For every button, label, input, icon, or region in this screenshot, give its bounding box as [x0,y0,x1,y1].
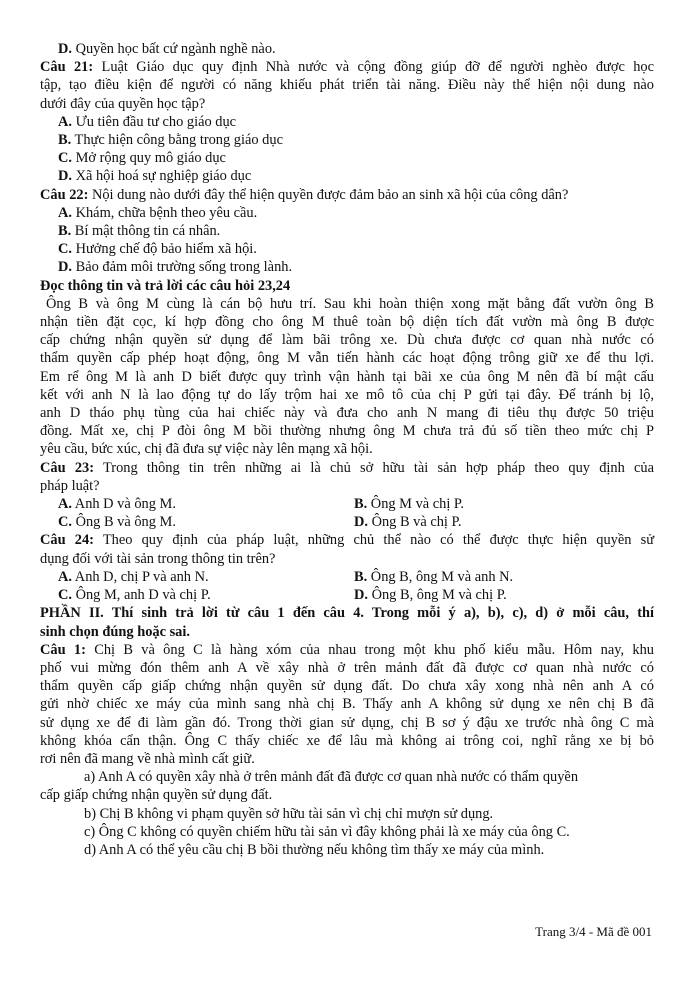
p2-q1-item-d: d) Anh A có thể yêu cầu chị B bồi thường nếu không tìm thấy xe máy của mình. [84,841,545,858]
q22-option-d: D. Bảo đảm môi trường sống trong lành. [58,259,293,276]
q24-options-row-1 [40,568,654,586]
p2-q1-line-1: Câu 1: Chị B và ông C là hàng xóm của nhau trong một khu phố kiểu mẫu. Hôm nay, khu [40,641,654,658]
exam-page [40,40,654,859]
q24-option-d: D. Ông B, ông M và chị P. [354,587,507,604]
q22-stem: Câu 22: Nội dung nào dưới đây thể hiện quyền được đảm bảo an sinh xã hội của công dân? [40,186,569,203]
q23-option-d: D. Ông B và chị P. [354,514,462,531]
q22-number: Câu 22: [40,186,89,203]
q23-option-a: A. Anh D và ông M. [58,496,176,513]
p2-q1-item-b: b) Chị B không vi phạm quyền sở hữu tài sản vì chị chỉ mượn sử dụng. [84,805,494,822]
q24-stem-line-1: Câu 24: Theo quy định của pháp luật, những chủ thể nào có thể được thực hiện quyền sử [40,532,655,549]
q23-number: Câu 23: [40,459,95,476]
reading-line-5: Em rể ông M là anh D biết được quy trình vận hành tại bãi xe của ông M nên đã bí mật cấu [40,368,654,385]
p2-q1-line-5: sử dụng xe để đi làm gần đó. Trong thời gian sử dụng, chị B sơ ý đậu xe trước nhà ông C mà [40,714,654,731]
q21-stem-line-3: dưới đây của quyền học tập? [40,95,206,112]
q22-option-c: C. Hưởng chế độ bảo hiểm xã hội. [58,241,257,258]
part2-heading-line-2: sinh chọn đúng hoặc sai. [40,623,190,640]
reading-line-3: cấp chứng nhận quyền sử dụng để làm bãi trông xe. Dù chưa được cơ quan nhà nước có [40,332,654,349]
q21-option-c: C. Mở rộng quy mô giáo dục [58,150,226,167]
q23-options-row-1 [40,495,654,513]
q20-option-d: D. Quyền học bất cứ ngành nghề nào. [58,41,276,57]
part2-heading-line-1: PHẦN II. Thí sinh trả lời từ câu 1 đến câu 4. Trong mỗi ý a), b), c), d) ở mỗi câu, thí [40,605,654,622]
p2-q1-item-a-line-2: cấp giấp chứng nhận quyền sử dụng đất. [40,787,273,804]
q24-options-row-2 [40,586,654,604]
q22-option-a: A. Khám, chữa bệnh theo yêu cầu. [58,204,258,221]
q24-option-b: B. Ông B, ông M và anh N. [354,568,514,585]
reading-line-1: Ông B và ông M cùng là cán bộ hưu trí. Sau khi hoàn thiện xong mặt bằng đất vườn ông B [46,295,654,312]
reading-line-7: anh D tháo phụ tùng của hai chiếc này và đưa cho anh N mang đi tiêu thụ được 50 triệu [40,405,654,422]
q23-option-c: C. Ông B và ông M. [58,514,176,531]
q22-option-b: B. Bí mật thông tin cá nhân. [58,223,221,240]
p2-q1-number: Câu 1: [40,641,86,658]
q23-options-row-2 [40,513,654,531]
q24-number: Câu 24: [40,532,94,549]
q24-stem-line-2: dụng đối với tài sản trong thông tin trên? [40,550,276,567]
q23-stem-line-1: Câu 23: Trong thông tin trên những ai là chủ sở hữu tài sản hợp pháp theo quy định của [40,459,654,476]
q24-option-c: C. Ông M, anh D và chị P. [58,587,211,604]
q21-option-d: D. Xã hội hoá sự nghiệp giáo dục [58,168,252,185]
p2-q1-item-a-line-1: a) Anh A có quyền xây nhà ở trên mảnh đất đã được cơ quan nhà nước có thẩm quyền [84,769,579,786]
reading-line-9: yêu cầu, bức xúc, chị đã đưa sự việc này lên mạng xã hội. [40,441,373,458]
q21-stem-line-2: tập, tạo điều kiện để người có năng khiếu phát triển tài năng. Điều này thể hiện nội dung nào [40,77,654,94]
reading-heading: Đọc thông tin và trả lời các câu hỏi 23,24 [40,277,291,294]
q23-stem-line-2: pháp luật? [40,477,100,494]
reading-line-8: đồng. Mất xe, chị P đòi ông M bồi thường nhưng ông M chưa trả đủ số tiền theo mức chị P [40,423,654,440]
p2-q1-line-4: gửi nhờ chiếc xe máy của mình sang nhà chị B. Thấy anh A không sử dụng xe nên chị B đã [40,696,654,713]
q21-option-a: A. Ưu tiên đầu tư cho giáo dục [58,113,237,130]
q21-number: Câu 21: [40,59,94,76]
q24-option-a: A. Anh D, chị P và anh N. [58,568,209,585]
q23-option-b: B. Ông M và chị P. [354,496,464,513]
reading-line-4: thẩm quyền cấp phép hoạt động, ông M vẫn tiến hành các hoạt động trông giữ xe để thu lợi. [40,350,654,367]
q21-stem-line-1: Câu 21: Luật Giáo dục quy định Nhà nước và cộng đồng giúp đỡ để người nghèo được học [40,59,655,76]
reading-line-6: kết với anh N là lao động tự do lấy trộm hai xe mô tô của chị P gửi tại đây. Để tránh bị lộ, [40,386,654,403]
p2-q1-line-2: phố vui mừng đón thêm anh A về xây nhà ở trên mảnh đất đã được cơ quan nhà nước có [40,659,654,676]
reading-line-2: nhận tiền đặt cọc, kí hợp đồng cho ông M thuê toàn bộ diện tích đất vườn mà ông B được [40,314,654,331]
page-footer: Trang 3/4 - Mã đề 001 [535,924,652,939]
p2-q1-item-c: c) Ông C không có quyền chiếm hữu tài sản vì đây không phải là xe máy của ông C. [84,823,570,840]
p2-q1-line-7: rơi nên đã mang về nhà mình cất giữ. [40,750,255,767]
p2-q1-line-3: thẩm quyền cấp giấp chứng nhận quyền sử dụng đất. Do chưa xây xong nhà nên anh A có [40,678,654,695]
p2-q1-line-6: không khóa cẩn thận. Ông C thấy chiếc xe để lâu mà không ai trông coi, nghĩ rằng xe bị bỏ [40,732,654,749]
q21-option-b: B. Thực hiện công bằng trong giáo dục [58,132,283,149]
